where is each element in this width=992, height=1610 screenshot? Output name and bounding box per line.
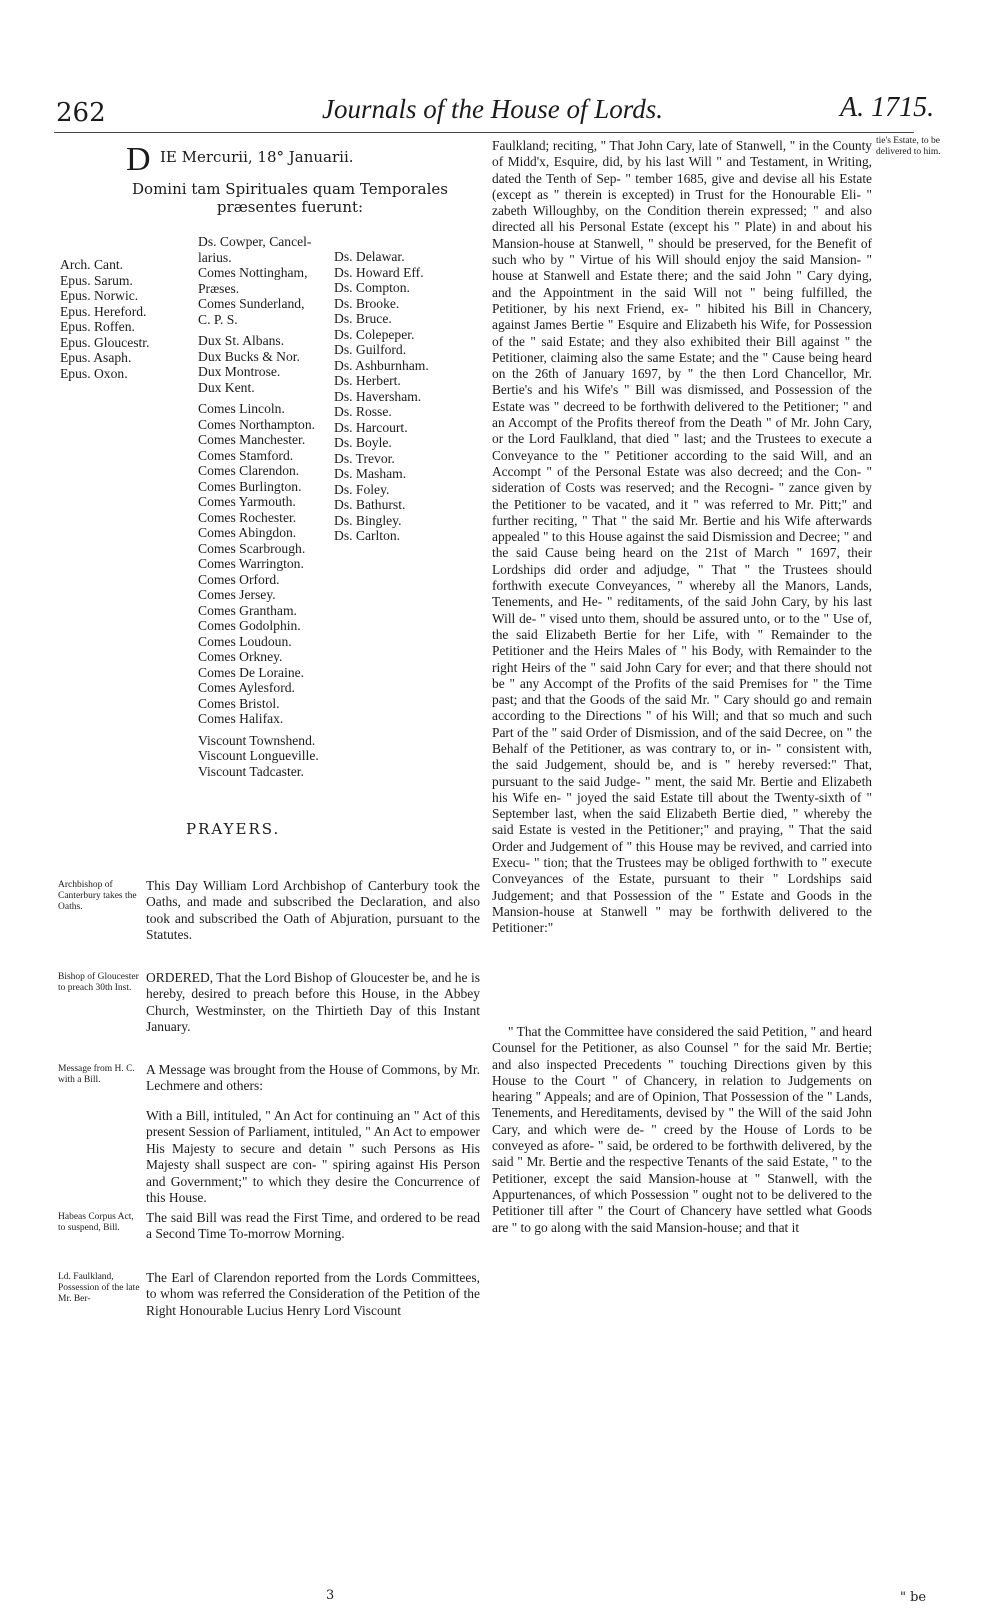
lord-name: Comes Orkney. [198, 649, 283, 664]
lord-name: Comes Stamford. [198, 447, 294, 463]
lords-list-temporal-2 [334, 249, 429, 544]
date-dropcap: D [126, 141, 151, 178]
lord-name: Ds. Boyle. [334, 435, 392, 450]
margin-note: Ld. Faulkland, Possession of the late Mr. Ber- [58, 1272, 140, 1304]
lord-name: Dux Montrose. [198, 364, 281, 379]
entry-text: The Earl of Clarendon reported from the Lords Committees, to whom was referred the Consideration of the Petition of the Right Honourable Lucius Henry Lord Viscount [146, 1270, 480, 1318]
lord-name: Comes Warrington. [198, 556, 304, 571]
lord-name: Ds. Cowper, Cancel- [198, 234, 312, 249]
lord-name: Comes Aylesford. [198, 680, 295, 695]
lord-name: Comes Orford. [198, 571, 280, 587]
lords-present-heading: Domini tam Spirituales quam Temporales præsentes fuerunt: [132, 180, 448, 216]
lord-name: Dux Bucks & Nor. [198, 348, 300, 364]
lord-name: Comes Loudoun. [198, 633, 292, 649]
lord-name: Epus. Asaph. [60, 350, 132, 365]
lord-name: Viscount Longueville. [198, 748, 319, 763]
lord-name: Ds. Guilford. [334, 342, 407, 357]
header-rule [54, 132, 914, 133]
lord-name: Ds. Haversham. [334, 388, 422, 404]
signature-mark: 3 [326, 1588, 335, 1603]
entry-text: The said Bill was read the First Time, and ordered to be read a Second Time To-morrow Morning. [146, 1210, 480, 1242]
lord-name: Epus. Oxon. [60, 365, 128, 381]
lord-name: Epus. Norwic. [60, 288, 139, 303]
sitting-date: IE Mercurii, 18° Januarii. [160, 148, 354, 166]
lords-list-temporal-1 [198, 234, 319, 779]
lord-name: Comes Rochester. [198, 509, 297, 525]
lord-name: Comes Northampton. [198, 416, 316, 432]
margin-note: Bishop of Gloucester to preach 30th Inst. [58, 972, 139, 993]
entry-text: A Message was brought from the House of Commons, by Mr. Lechmere and others: [146, 1062, 480, 1094]
lord-name: Ds. Brooke. [334, 295, 400, 311]
running-title: Journals of the House of Lords. [322, 94, 664, 124]
lord-name: Ds. Masham. [334, 466, 407, 481]
lord-name: Ds. Foley. [334, 481, 390, 497]
lord-name: Dux Kent. [198, 379, 255, 395]
lord-name: Ds. Bruce. [334, 311, 392, 326]
lord-name: Præses. [198, 280, 240, 296]
lord-name: Ds. Trevor. [334, 450, 395, 466]
lord-name: Arch. Cant. [60, 257, 124, 272]
lord-name: Ds. Carlton. [334, 528, 401, 543]
lord-name: Epus. Hereford. [60, 303, 147, 319]
lord-name: Ds. Ashburnham. [334, 357, 429, 373]
lord-name: Comes Jersey. [198, 587, 276, 602]
entry-text: ORDERED, That the Lord Bishop of Gloucester be, and he is hereby, desired to preach before this House, in the Abbey Church, Westminster, on the Thirtieth Day of this Instant January. [146, 970, 480, 1035]
lord-name: Comes Bristol. [198, 695, 280, 711]
lord-name: Comes Nottingham, [198, 265, 308, 280]
lord-name: Ds. Harcourt. [334, 419, 408, 435]
lord-name: Epus. Sarum. [60, 272, 133, 288]
lord-name: Comes Scarbrough. [198, 540, 306, 556]
lord-name: Comes Manchester. [198, 432, 306, 447]
lord-name: Comes Clarendon. [198, 463, 300, 478]
lord-name: Comes De Loraine. [198, 664, 305, 680]
prayers-heading: PRAYERS. [186, 820, 281, 838]
catchword: " be [900, 1590, 927, 1605]
lord-name: C. P. S. [198, 311, 238, 327]
lord-name: Comes Abingdon. [198, 525, 297, 540]
lord-name: Dux St. Albans. [198, 333, 285, 348]
page-number: 262 [56, 98, 106, 128]
lord-name: Ds. Compton. [334, 280, 410, 295]
lord-name: larius. [198, 249, 232, 265]
lord-name: Comes Burlington. [198, 478, 302, 494]
lord-name: Ds. Bathurst. [334, 497, 406, 512]
lord-name: Ds. Herbert. [334, 373, 401, 388]
margin-note: Habeas Corpus Act, to suspend, Bill. [58, 1212, 134, 1233]
lord-name: Comes Sunderland, [198, 296, 305, 311]
lord-name: Ds. Colepeper. [334, 326, 415, 342]
margin-note-right: tie's Estate, to be delivered to him. [876, 136, 941, 157]
lord-name: Comes Godolphin. [198, 618, 301, 633]
lord-name: Epus. Gloucestr. [60, 334, 150, 350]
entry-text: This Day William Lord Archbishop of Canterbury took the Oaths, and made and subscribed the Declaration, and also took and subscribed the Oath of Abjuration, pursuant to the Statutes. [146, 878, 480, 943]
lord-name: Ds. Rosse. [334, 404, 392, 419]
running-year: A. 1715. [840, 92, 935, 123]
lord-name: Comes Lincoln. [198, 401, 285, 416]
entry-text: With a Bill, intituled, " An Act for continuing an " Act of this present Session of Parliament, intituled, " An Act to empower His Majesty to secure and detain " such Persons as His Majesty shall suspect are con- " spiring against His Person and Government;" to which they desire the Concurrence of this House. [146, 1108, 480, 1206]
lord-name: Ds. Bingley. [334, 512, 402, 528]
margin-note: Message from H. C. with a Bill. [58, 1064, 135, 1085]
lord-name: Ds. Howard Eff. [334, 264, 424, 280]
lord-name: Viscount Tadcaster. [198, 763, 304, 779]
committee-report: " That the Committee have considered the said Petition, " and heard Counsel for the Petitioner, as also Counsel " for the said Mr. Bertie; and also inspected Precedents " touching Directions given by this House to the Court " of Chancery, in relation to Judgements on hearing " Appeals; and are of Opinion, That Possession of the " Lands, Tenements, and Hereditaments, devised by " the Will of the said John Cary, and which were de- " creed by the House of Lords to be conveyed as afore- " said, be ordered to be forthwith delivered, by the said " Mr. Bertie and the respective Tenants of the said Estate, " to the Petitioner, except the said Mansion-house at " Stanwell, with the Appurtenances, of which Possession " ought not to be delivered to the Petitioner till after " the Court of Chancery have settled what Goods are " to go along with the said Mansion-house; and that it [492, 1024, 872, 1235]
lords-list-spiritual [60, 257, 149, 381]
lord-name: Viscount Townshend. [198, 732, 316, 748]
lord-name: Comes Yarmouth. [198, 494, 296, 509]
margin-note: Archbishop of Canterbury takes the Oaths. [58, 880, 137, 912]
lord-name: Comes Grantham. [198, 602, 297, 618]
petition-recital: Faulkland; reciting, " That John Cary, late of Stanwell, " in the County of Midd'x, Esquire, did, by his last Will " and Testament, in Writing, dated the Tenth of Sep- " tember 1685, give and devise all his Estate (except as " therein is excepted) in Trust for the Honourable Eli- " zabeth Willoughby, on the Condition therein expressed; " and also directed all his Personal Estate (except his " Plate) in and about his Mansion-house at Stanwell, " should be preserved, for the Benefit of such who by " Virtue of his Will should enjoy the said Mansion- " house at Stanwell and Estate there; and the said John " Cary dying, and the Appointment in the said Will not " being fulfilled, the Petitioner, by his next Friend, ex- " hibited his Bill in Chancery, against James Bertie " Esquire and Elizabeth his Wife, for Possession of the " said Estate; and they also exhibited their Bill against " the Petitioner, claiming also the same Estate; and the " Cause being heard on the 26th of January 1697, by " the then Lord Chancellor, Mr. Bertie's and his Wife's " Bill was dismissed, and Possession of the Estate was " decreed to be forthwith delivered to the Petitioner; " and an Accompt of the Profits thereof from the Death " of Mr. John Cary, or the Lord Faulkland, that died " last; and the Trustees to execute a Conveyance to the " Petitioner according to the said Will, and an Accompt " of the Personal Estate was also decreed; and the Con- " sideration of Costs was reserved; and the Recogni- " zance given by the Petitioner to be vacated, and it " was referred to Mr. Pitt;" and further reciting, " That " the said Mr. Bertie and his Wife afterwards appealed " to this House against the said Dismission and Decree; " and the said Cause being heard on the 21st of March " 1697, their Lordships did order and adjudge, " That " the Trustees should forthwith execute Conveyances, " whereby all the Manors, Lands, Tenements, and He- " reditaments, of the said John Cary, by his last Will de- " vised unto them, should be assured unto, or to the " Use of, the said Elizabeth Bertie for her Life, with " Remainder to the Petitioner and the Heirs Males of " his Body, with Remainder to the right Heirs of the " said John Cary for ever; and that there should not be " any Accompt of the Profits of the said Premises for " the Time past; and that the Goods of the said Mr. " Cary should go and remain according to the Directions " of his Will; and that so much and such Part of the " said Order of Dismission, and of the said Decree, on " the Behalf of the Petitioner, as was contrary to, or in- " consistent with, the said Judgement, should be, and is " hereby reversed:" That, pursuant to the said Judge- " ment, the said Mr. Bertie and Elizabeth his Wife en- " joyed the said Estate till about the Twenty-sixth of " September last, when the said Elizabeth Bertie died, " whereby the said Estate is vested in the Petitioner;" and praying, " That the said Order and Judgement of " this House may be revived, and carried into Execu- " tion; that the Trustees may be obliged forthwith to " execute Conveyances of the Estate, pursuant to their " Lordships said Judgement; and that Possession of the " Estate and Goods in the Mansion-house at Stanwell " may be forthwith delivered to the Petitioner:" [492, 138, 872, 936]
lord-name: Epus. Roffen. [60, 319, 135, 334]
lord-name: Ds. Delawar. [334, 249, 405, 264]
lord-name: Comes Halifax. [198, 711, 284, 726]
